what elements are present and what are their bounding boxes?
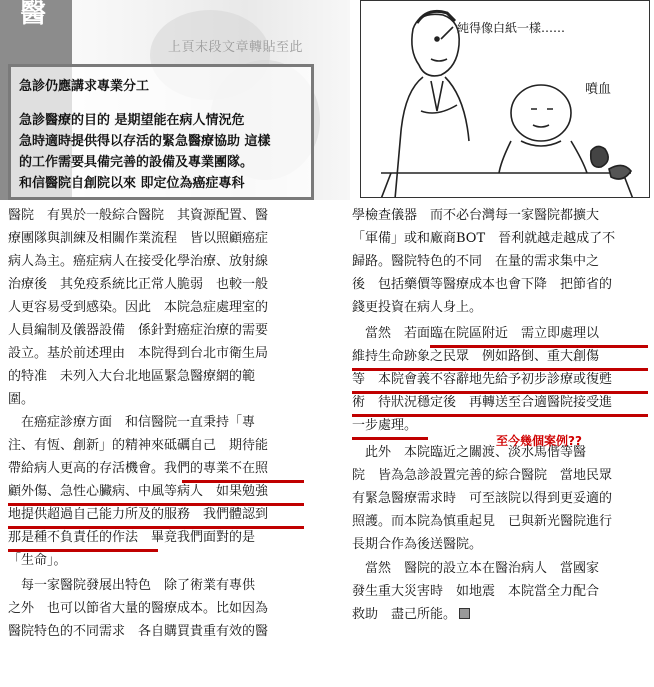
speech-text: 純得像白紙一樣…… <box>457 21 566 35</box>
summary-line: 和信醫院自創院以來 即定位為癌症專科 <box>19 176 245 191</box>
cartoon-illustration <box>361 1 650 198</box>
red-underline <box>352 414 648 417</box>
text-line: 當然 醫院的設立本在醫治病人 當國家 <box>352 561 600 576</box>
text-line: 「軍備」或和廠商BOT 晉利就越走越成了不 <box>352 231 616 246</box>
text-line: 帶給病人更高的存活機會。我們的專業不在照 <box>8 461 269 476</box>
text-line: 治療後 其免疫系統比正常人脆弱 也較一般 <box>8 277 269 292</box>
handwritten-note: 至今幾個案例?? <box>496 434 582 448</box>
text-line: 顧外傷、急性心臟病、中風等病人 如果勉強 <box>8 484 269 499</box>
text-line: 圍。 <box>8 392 35 407</box>
text-line: 救助 盡己所能。 <box>352 607 470 623</box>
summary-line: 的工作需要具備完善的設備及專業團隊。 <box>19 155 254 170</box>
text-line: 等 本院會義不容辭地先給予初步診療或復甦 <box>352 372 613 387</box>
photo-panel <box>0 0 350 200</box>
text-line: 後 包括藥價等醫療成本也會下降 把節省的 <box>352 277 613 292</box>
text-line: 的特准 未列入大台北地區緊急醫療網的範 <box>8 369 256 384</box>
red-underline <box>430 345 648 348</box>
text-line: 人更容易受到感染。因此 本院急症處理室的 <box>8 300 269 315</box>
text-line: 醫院特色的不同需求 各自購買貴重有效的醫 <box>8 624 269 639</box>
red-underline <box>352 368 648 371</box>
text-line: 院 皆為急診設置完善的綜合醫院 當地民眾 <box>352 468 613 483</box>
text-line: 每一家醫院發展出特色 除了術業有專供 <box>8 578 256 593</box>
summary-title: 急診仍應講求專業分工 <box>19 79 150 94</box>
section-label: 醫 <box>19 0 46 29</box>
text-line: 注、有恆、創新」的精神來砥礪自己 期待能 <box>8 438 269 453</box>
summary-line: 急診醫療的目的 是期望能在病人情況危 <box>19 113 245 128</box>
text-line: 「生命」。 <box>8 553 67 568</box>
red-underline <box>182 480 304 483</box>
text-line: 設立。基於前述理由 本院得到台北市衛生局 <box>8 346 269 361</box>
text-line: 一步處理。 <box>352 418 418 433</box>
text-line: 歸路。醫院特色的不同 在量的需求集中之 <box>352 254 600 269</box>
text-line: 發生重大災害時 如地震 本院當全力配合 <box>352 584 600 599</box>
text-line: 術 待狀況穩定後 再轉送至合適醫院接受進 <box>352 395 613 410</box>
text-line: 錢更投資在病人身上。 <box>352 300 483 315</box>
photo-caption: 上頁末段文章轉貼至此 <box>168 40 304 55</box>
red-underline <box>8 526 304 529</box>
text-line: 那是種不負責任的作法 畢竟我們面對的是 <box>8 530 256 545</box>
text-line: 維持生命跡象之民眾 例如路倒、重大創傷 <box>352 349 600 364</box>
summary-box <box>8 64 314 200</box>
text-line: 醫院 有異於一般綜合醫院 其資源配置、醫 <box>8 208 269 223</box>
text-line: 地提供超過自己能力所及的服務 我們體認到 <box>8 507 269 522</box>
summary-line: 急時適時提供得以存活的緊急醫療協助 這樣 <box>19 134 271 149</box>
text-line: 此外 本院臨近之關渡、淡水馬偕等醫 <box>352 445 587 460</box>
text-line: 照護。而本院為慎重起見 已與新光醫院進行 <box>352 514 613 529</box>
sound-effect: 噴血 <box>585 82 612 97</box>
text-line: 有緊急醫療需求時 可至該院以得到更妥適的 <box>352 491 613 506</box>
text-line: 當然 若面臨在院區附近 需立即處理以 <box>352 326 600 341</box>
red-underline <box>352 437 428 440</box>
text-line: 之外 也可以節省大量的醫療成本。比如因為 <box>8 601 269 616</box>
text-line: 在癌症診療方面 和信醫院一直秉持「專 <box>8 415 256 430</box>
text-line: 長期合作為後送醫院。 <box>352 537 483 552</box>
red-underline <box>8 549 158 552</box>
text-line: 學檢查儀器 而不必台灣每一家醫院都擴大 <box>352 208 600 223</box>
red-underline <box>352 391 648 394</box>
cartoon-panel <box>360 0 650 198</box>
text-line: 療團隊與訓練及相關作業流程 皆以照顧癌症 <box>8 231 269 246</box>
text-line: 病人為主。癌症病人在接受化學治療、放射線 <box>8 254 269 269</box>
red-underline <box>8 503 304 506</box>
text-line: 人員編制及儀器設備 係針對癌症治療的需要 <box>8 323 269 338</box>
end-mark-icon <box>459 608 470 619</box>
